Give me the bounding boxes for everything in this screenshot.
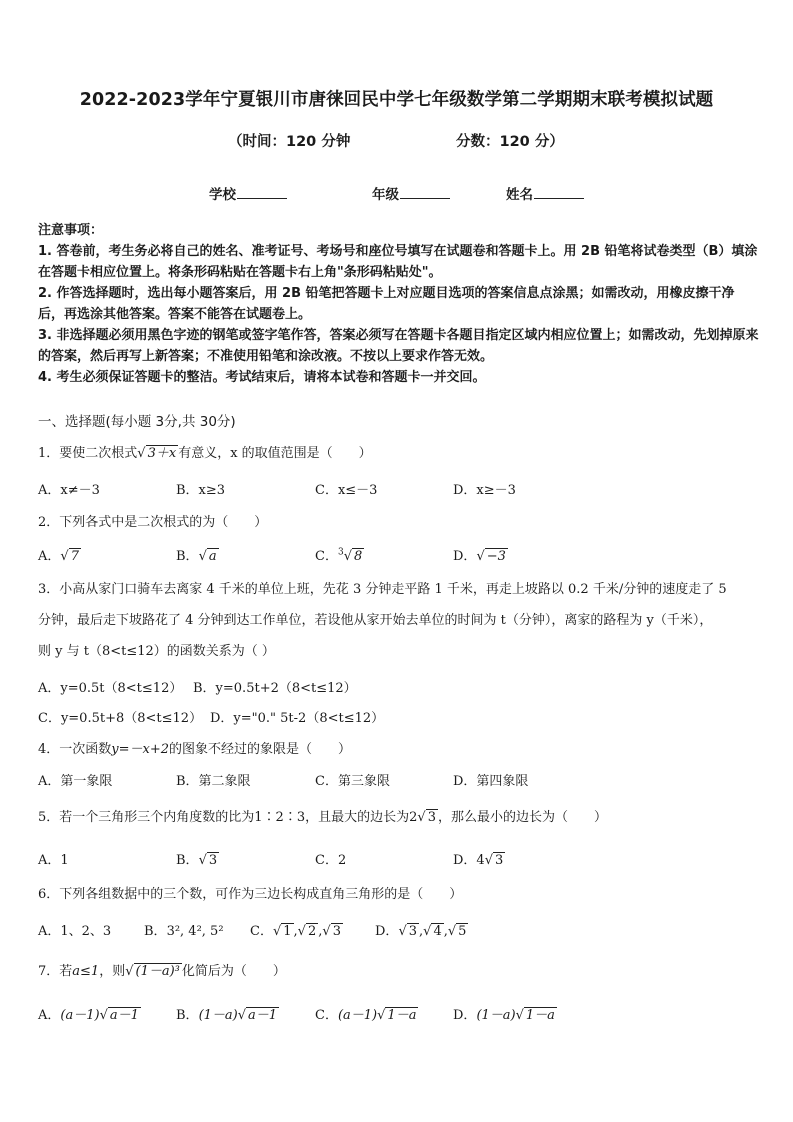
q4-option-a: A．第一象限: [38, 774, 113, 789]
q7-c-radical: 1－a: [387, 1008, 417, 1023]
q1-option-a: A．x≠－3: [38, 483, 100, 498]
q5-option-d: D．4√ 3: [453, 853, 504, 868]
notice-block: [38, 220, 760, 388]
question-4-stem: [38, 738, 351, 757]
q6-b-values: 3², 4², 5²: [166, 924, 224, 939]
q3-option-a: A．y=0.5t（8<t≤12）: [38, 681, 183, 696]
exam-score: 分数：120 分）: [456, 134, 564, 150]
exam-title: 2022-2023学年宁夏银川市唐徕回民中学七年级数学第二学期期末联考模拟试题: [79, 90, 714, 110]
q3-line-1: 3．小高从家门口骑车去离家 4 千米的单位上班，先花 3 分钟走平路 1 千米，再走上坡路以 0.2 千米/分钟的速度走了 5: [38, 582, 727, 597]
q6-c-r1: 1: [283, 924, 292, 939]
q7-a-radical: a－1: [109, 1008, 139, 1023]
q2-option-d: D．√ −3: [453, 549, 506, 564]
q5-d-label: D．4: [453, 853, 485, 868]
q2-b-label: B．: [176, 549, 199, 564]
q3-option-b: B．y=0.5t+2（8<t≤12）: [193, 681, 357, 696]
q6-c-r2: 2: [307, 924, 317, 939]
q6-option-c: C．√ 1 ,√ 2 ,√ 3: [250, 924, 341, 939]
q5-pre: 5．若一个三角形三个内角度数的比为: [38, 810, 255, 825]
q2-d-radical: −3: [486, 549, 506, 564]
q1-pre: 1．要使二次根式: [38, 446, 138, 461]
q7-condition: a≤1: [72, 964, 100, 979]
notice-item-3: 3. 非选择题必须用黑色字迹的钢笔或签字笔作答，答案必须写在答题卡各题目指定区域内相应位置上；如需改动，先划掉原来的答案，然后再写上新答案；不准使用铅笔和涂改液。不按以上要求作答无效。: [38, 328, 759, 364]
q7-c-label: C．: [315, 1008, 338, 1023]
grade-label: 年级: [372, 187, 399, 203]
q2-c-index: 3: [337, 547, 344, 558]
q2-option-a: A．√ 7: [38, 549, 79, 564]
q6-c-r3: 3: [332, 924, 341, 939]
q7-mid: ，则: [99, 964, 126, 979]
question-5-stem: 5．若一个三角形三个内角度数的比为1∶2∶3，且最大的边长为2√ 3 ，那么最小的边长为（ ）: [38, 810, 607, 825]
q6-option-a: A．1、2、3: [38, 924, 112, 939]
q2-a-label: A．: [38, 549, 61, 564]
q5-b-label: B．: [176, 853, 199, 868]
q7-option-a: A．(a－1)√ a－1: [38, 1008, 139, 1023]
name-blank: [534, 186, 584, 199]
q1-radical: 3＋x: [147, 446, 177, 461]
q5-option-c: C．2: [315, 853, 347, 868]
q7-option-b: B．(1－a)√ a－1: [176, 1008, 278, 1023]
q7-a-factor: (a－1): [60, 1008, 100, 1023]
section-heading: 一、选择题(每小题 3分,共 30分): [38, 414, 236, 430]
q6-b-label: B．: [144, 924, 167, 939]
q7-d-factor: (1－a): [476, 1008, 516, 1023]
q5-option-b: B．√ 3: [176, 853, 218, 868]
q5-len-coef: 2: [409, 810, 418, 825]
notice-heading: 注意事项：: [38, 223, 104, 238]
q2-d-label: D．: [453, 549, 477, 564]
grade-blank: [400, 186, 450, 199]
school-blank: [237, 186, 287, 199]
q5-mid: ，且最大的边长为: [305, 810, 410, 825]
q2-b-radical: a: [208, 549, 217, 564]
q3-option-c: C．y=0.5t+8（8<t≤12）: [38, 711, 203, 726]
q7-option-d: D．(1－a)√ 1－a: [453, 1008, 555, 1023]
question-2-stem: 2．下列各式中是二次根式的为（ ）: [38, 515, 268, 530]
q2-c-radical: 8: [353, 549, 363, 564]
question-7-stem: 7．若a≤1，则√ (1－a)³ 化简后为（ ）: [38, 964, 286, 979]
q7-b-radical: a－1: [248, 1008, 278, 1023]
notice-item-1: 1. 答卷前，考生务必将自己的姓名、准考证号、考场号和座位号填写在试题卷和答题卡上。用 2B 铅笔将试卷类型（B）填涂在答题卡相应位置上。将条形码粘贴在答题卡右上角"条形码粘贴处"。: [38, 244, 758, 280]
q4-pre: 4．一次函数: [38, 742, 112, 757]
q7-b-factor: (1－a): [198, 1008, 238, 1023]
q2-a-radical: 7: [70, 549, 79, 564]
q7-radical: (1－a)³: [135, 964, 180, 979]
q6-d-label: D．: [375, 924, 399, 939]
q1-post: 有意义，x 的取值范围是（ ）: [178, 446, 372, 461]
q5-option-a: A．1: [38, 853, 69, 868]
q6-d-r2: 4: [433, 924, 442, 939]
notice-item-4: 4. 考生必须保证答题卡的整洁。考试结束后，请将本试卷和答题卡一并交回。: [38, 370, 486, 385]
question-1-stem: 1．要使二次根式√ 3＋x 有意义，x 的取值范围是（ ）: [38, 446, 372, 461]
q7-option-c: C．(a－1)√ 1－a: [315, 1008, 417, 1023]
q6-option-b: [144, 920, 224, 939]
q4-option-c: C．第三象限: [315, 774, 390, 789]
q1-option-b: B．x≥3: [176, 483, 226, 498]
q7-post: 化简后为（ ）: [181, 964, 286, 979]
q6-option-d: D．√ 3 ,√ 4 ,√ 5: [375, 924, 467, 939]
q1-option-c: C．x≤－3: [315, 483, 378, 498]
q4-function: y=－x+2: [111, 742, 170, 757]
name-label: 姓名: [506, 187, 533, 203]
question-3-stem: [38, 574, 760, 667]
q4-post: 的图象不经过的象限是（ ）: [169, 742, 352, 757]
school-label: 学校: [209, 187, 236, 203]
q3-line-3: 则 y 与 t（8<t≤12）的函数关系为（ ）: [38, 644, 275, 659]
q7-pre: 7．若: [38, 964, 73, 979]
q6-c-label: C．: [250, 924, 273, 939]
q7-b-label: B．: [176, 1008, 199, 1023]
notice-item-2: 2. 作答选择题时，选出每小题答案后，用 2B 铅笔把答题卡上对应题目选项的答案信息点涂黑；如需改动，用橡皮擦干净后，再选涂其他答案。答案不能答在试题卷上。: [38, 286, 735, 322]
q5-b-radical: 3: [208, 853, 218, 868]
q3-option-d: D．y="0." 5t-2（8<t≤12）: [210, 711, 385, 726]
grade-field: [372, 183, 450, 203]
q5-ratio: 1∶2∶3: [254, 810, 306, 825]
school-field: [209, 183, 287, 203]
q7-d-label: D．: [453, 1008, 477, 1023]
q6-d-r3: 5: [458, 924, 467, 939]
question-6-stem: 6．下列各组数据中的三个数，可作为三边长构成直角三角形的是（ ）: [38, 887, 463, 902]
name-field: [506, 183, 584, 203]
q2-c-label: C．: [315, 549, 338, 564]
q5-d-radical: 3: [495, 853, 504, 868]
q2-option-b: B．√ a: [176, 549, 217, 564]
q7-d-radical: 1－a: [525, 1008, 555, 1023]
q7-c-factor: (a－1): [337, 1008, 378, 1023]
exam-time: （时间：120 分钟: [228, 134, 351, 150]
q4-option-b: B．第二象限: [176, 774, 251, 789]
q1-option-d: D．x≥－3: [453, 483, 516, 498]
q5-post: ，那么最小的边长为（ ）: [437, 810, 607, 825]
q4-option-d: D．第四象限: [453, 774, 529, 789]
q6-d-r1: 3: [408, 924, 418, 939]
q2-option-c: C．$^3$√ 8: [315, 547, 363, 564]
q7-a-label: A．: [38, 1008, 61, 1023]
q3-line-2: 分钟，最后走下坡路花了 4 分钟到达工作单位，若设他从家开始去单位的时间为 t（分钟），离家的路程为 y（千米），: [38, 613, 713, 628]
q5-len-radical: 3: [427, 810, 436, 825]
